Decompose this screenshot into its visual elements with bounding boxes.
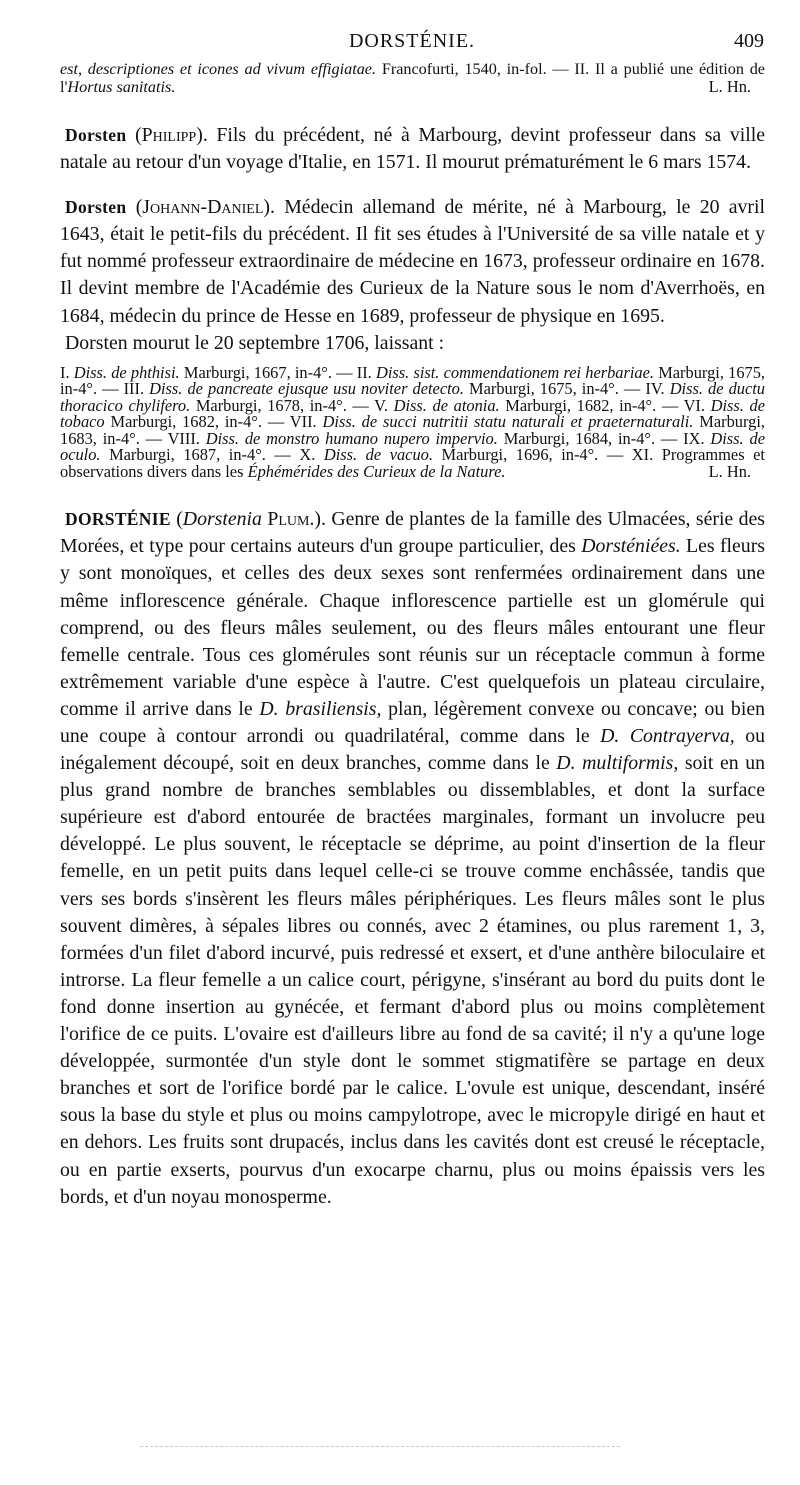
text-run: Diss. de phthisi. [73,362,180,382]
text-run: ou inégalement découpé, soit en deux branches, comme dans le [60,725,765,775]
text-run: Marburgi, 1667, in-4°. — II. [179,362,376,382]
page-number: 409 [734,30,764,52]
text-run: Marburgi, 1696, in-4°. — XI. Programmes et observations divers dans les [60,445,765,481]
entry-given-name: (Philipp) [135,124,203,146]
bibliography-runs [60,363,765,481]
text-run: plan, légèrement convexe ou concave; ou bien une coupe à contour arrondi ou quadrilatéral, comme dans le [60,697,765,747]
text-run: soit en un plus grand nombre de branches semblables ou dissemblables, et dont la surface supérieure est d'abord entourée de bractées marginales, formant un involucre peu développé. Le plus souvent, le réceptacle se déprime, au point d'insertion de la fleur femelle, en un petit puits dans lequel celle-ci se trouve comme enchâssée, tandis que vers ses bords s'insèrent les fleurs mâles périphériques. Les fleurs mâles sont le plus souvent dimères, à sépales libres ou connés, avec 2 étamines, ou plus rarement 1, 3, formées d'un filet d'abord incurvé, puis redressé et exsert, et d'une anthère biloculaire et introrse. La fleur femelle a un calice court, périgyne, s'insérant au bord du puits dont le fond donne insertion au gynécée, et fermant d'abord plus ou moins complètement l'orifice de ce puits. L'ovaire est d'ailleurs libre au fond de sa cavité; il n'y a qu'une loge développée, surmontée d'un style dont le sommet stigmatifère se partage en deux branches et sort de l'orifice bordé par le calice. L'ovule est unique, descendant, inséré sous la base du style et plus ou moins campylotrope, avec le micropyle dirigé en haut et en dehors. Les fruits sont drupacés, inclus dans les cavités dont est creusé le réceptacle, ou en partie exserts, pourvus d'un exocarpe charnu, plus ou moins épaissis vers les bords, et d'un noyau monosperme. [60,752,765,1208]
entry-philipp-paragraph: Dorsten (Philipp). Fils du précédent, né à Marbourg, devint professeur dans sa ville natale au retour d'un voyage d'Italie, en 1571. Il mourut prématurément le 6 mars 1574. [60,124,766,174]
article-latin-name: Dorstenia [182,508,262,531]
text-run: Les fleurs y sont monoïques, et celles des deux sexes sont renfermées ordinairement dans une même inflorescence générale. Chaque inflorescence partielle est un glomérule qui comprend, ou des fleurs mâles seulement, ou des fleurs mâles entourant une fleur femelle centrale. Tous ces glomérules sont réunis sur un réceptacle commun à forme extrêmement variable d'une espèce à l'autre. C'est quelquefois un plateau circulaire, comme il arrive dans le [60,535,765,720]
text-run: Marburgi, 1682, in-4°. — VII. [104,412,323,432]
text-run: I. [60,362,74,382]
article-dorstenie [60,506,765,1210]
text-run: Marburgi, 1683, in-4°. — VIII. [60,412,766,448]
entry-johann-bibliography [60,362,766,481]
text-run: Diss. de tobaco [60,395,765,432]
entry-text: Fils du précédent, né à Marbourg, devint professeur dans sa ville natale au retour d'un voyage d'Italie, en 1571. Il mourut prématurément le 6 mars 1574. [60,124,766,174]
text-run: Marburgi, 1687, in-4°. — X. [100,445,324,465]
text-run: D. multiformis, [556,752,679,775]
entry-name: Dorsten [65,125,127,145]
running-head: DORSTÉNIE. [348,30,476,52]
entry-johann-daniel [60,194,765,480]
entry-text: Médecin allemand de mérite, né à Marbourg, le 20 avril 1643, était le petit-fils du précédent. Il fit ses études à l'Université de sa ville natale et y fut nommé professeur extraordinaire de médecine en 1673, professeur ordinaire en 1678. Il devint membre de l'Académie des Curieux de la Nature sous le nom d'Averrhoës, en 1684, médecin du prince de Hesse en 1689, professeur de physique en 1695. [60,196,766,327]
text-run: Marburgi, 1675, in-4°. — IV. [463,379,670,399]
text-run: Marburgi, 1682, in-4°. — VI. [499,395,711,415]
entry-philipp [60,122,765,176]
text-run: Diss. de succi nutritii statu naturali et praeternaturali. [322,412,694,432]
text-run: Hortus sanitatis. [67,78,176,96]
text-run: Diss. de oculo. [60,428,765,465]
text-run: Diss. sist. commendationem rei herbariae. [375,362,654,382]
entry-name: Dorsten [65,197,127,218]
entry-johann-paragraph-2: Dorsten mourut le 20 septembre 1706, laissant : [65,331,445,354]
text-run: Diss. de atonia. [393,395,500,415]
text-run: est, descriptiones et icones ad vivum effigiatae. [60,60,377,78]
text-run: Diss. de vacuo. [323,445,433,465]
text-run: Éphémérides des Curieux de la Nature. [247,461,506,481]
text-run: Diss. de ductu thoracico chylifero. [60,379,766,415]
text-run: Marburgi, 1678, in-4°. — V. [190,395,394,415]
text-run: Diss. de pancreate ejusque usu noviter detecto. [149,379,464,399]
article-headword: DORSTÉNIE [65,509,171,530]
article-runs [60,508,765,1207]
page-content [60,60,765,1211]
text-run: D. Contrayerva, [600,725,735,747]
continuation-text [60,60,765,96]
entry-johann-signature: L. Hn. [708,461,751,481]
entry-given-name: (Johann-Daniel) [135,196,270,219]
text-run: Marburgi, 1684, in-4°. — IX. [497,428,711,448]
continuation-signature: L. Hn. [708,77,751,96]
continuation-runs [60,60,765,96]
text-run: D. brasiliensis, [259,697,382,720]
text-run: Marburgi, 1675, in-4°. — III. [60,362,766,399]
bottom-rule [140,1446,620,1447]
page-header [60,30,764,56]
text-run: Genre de plantes de la famille des Ulmacées, série des Morées, et type pour certains auteurs d'un groupe particulier, des [60,508,765,558]
text-run: Francofurti, 1540, in-fol. — II. Il a publié une édition de l' [60,60,765,96]
article-paragraph: DORSTÉNIE (Dorstenia Plum.). Genre de plantes de la famille des Ulmacées, série des Morées, et type pour certains auteurs d'un groupe particulier, des Dorsténiées. Les fleurs y sont monoïques, et celles des deux sexes sont renfermées ordinairement dans une même inflorescence générale. Chaque inflorescence partielle est un glomérule qui comprend, ou des fleurs mâles seulement, ou des fleurs mâles entourant une fleur femelle centrale. Tous ces glomérules sont réunis sur un réceptacle commun à forme extrêmement variable d'une espèce à l'autre. C'est quelquefois un plateau circulaire, comme il arrive dans le D. brasiliensis, plan, légèrement convexe ou concave; ou bien une coupe à contour arrondi ou quadrilatéral, comme dans le D. Contrayerva, ou inégalement découpé, soit en deux branches, comme dans le D. multiformis, soit en un plus grand nombre de branches semblables ou dissemblables, et dont la surface supérieure est d'abord entourée de bractées marginales, formant un involucre peu développé. Le plus souvent, le réceptacle se déprime, au point d'insertion de la fleur femelle, en un petit puits dans lequel celle-ci se trouve comme enchâssée, tandis que vers ses bords s'insèrent les fleurs mâles périphériques. Les fleurs mâles sont le plus souvent dimères, à sépales libres ou connés, avec 2 étamines, ou plus rarement 1, 3, formées d'un filet d'abord incurvé, puis redressé et exsert, et d'une anthère biloculaire et introrse. La fleur femelle a un calice court, périgyne, s'insérant au bord du puits dont le fond donne insertion au gynécée, et fermant d'abord plus ou moins complètement l'orifice de ce puits. L'ovaire est d'ailleurs libre au fond de sa cavité; il n'y a qu'une loge développée, surmontée d'un style dont le sommet stigmatifère se partage en deux branches et sort de l'orifice bordé par le calice. L'ovule est unique, descendant, inséré sous la base du style et plus ou moins campylotrope, avec le micropyle dirigé en haut et en dehors. Les fruits sont drupacés, inclus dans les cavités dont est creusé le réceptacle, ou en partie exserts, pourvus d'un exocarpe charnu, plus ou moins épaissis vers les bords, et d'un noyau monosperme. [60,508,765,1208]
text-run: Dorsténiées. [581,535,681,558]
entry-johann-paragraph-1: Dorsten (Johann-Daniel). Médecin allemand de mérite, né à Marbourg, le 20 avril 1643, était le petit-fils du précédent. Il fit ses études à l'Université de sa ville natale et y fut nommé professeur extraordinaire de médecine en 1673, professeur ordinaire en 1678. Il devint membre de l'Académie des Curieux de la Nature sous le nom d'Averrhoës, en 1684, médecin du prince de Hesse en 1689, professeur de physique en 1695. [60,196,766,327]
text-run: Diss. de monstro humano nupero impervio. [205,428,498,448]
article-author: Plum. [267,508,315,531]
